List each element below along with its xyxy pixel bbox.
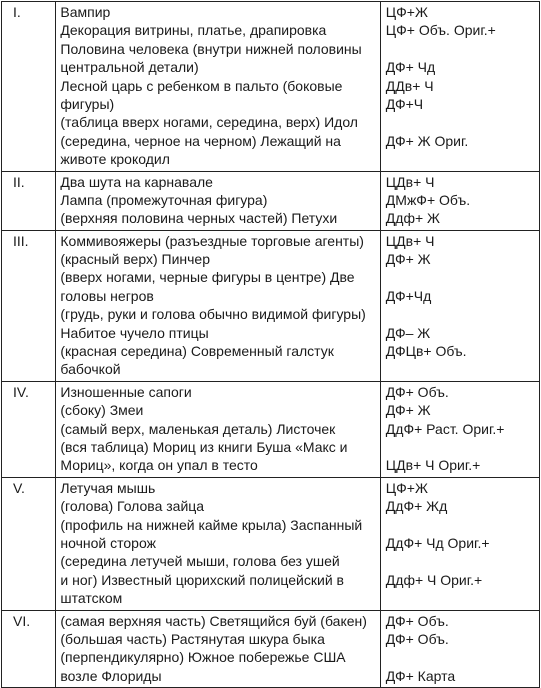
response-line: (большая часть) Растянутая шкура быка [60, 630, 325, 647]
response-line: Половина человека (внутри нижней половины [60, 40, 362, 57]
scoring-code [386, 268, 535, 286]
response-description-cell [56, 171, 380, 230]
response-line: (вверх ногами, черные фигуры в центре) Две [60, 269, 355, 286]
scoring-code: ЦФ+Ж [385, 4, 428, 20]
scoring-code: ДФЦв+ Объ. [385, 343, 467, 360]
response-line: Коммивояжеры (разъездные торговые агенты) [60, 232, 364, 249]
table-row [2, 381, 540, 477]
response-line: (самый верх, маленькая деталь) Листочек [60, 420, 336, 437]
scoring-code: ДдФ+ Раст. Ориг.+ [385, 420, 505, 437]
response-line: (верхняя половина черных частей) Петухи [60, 210, 338, 227]
table-number-cell: IV. [2, 381, 56, 477]
response-line: (красный верх) Пинчер [60, 251, 210, 268]
response-line: и ног) Известный цюрихский полицейский в [60, 571, 344, 588]
scoring-code: ДМжФ+ Объ. [385, 191, 471, 208]
response-line: (грудь, руки и голова обычно видимой фигуры) [60, 306, 366, 323]
scoring-code: ДФ+Ч [385, 95, 424, 112]
scoring-code [386, 150, 535, 168]
scoring-code: ЦФ+ Объ. Ориг.+ [385, 22, 496, 39]
scoring-code: ДФ+ Ж [385, 251, 431, 268]
response-line: бабочкой [60, 361, 121, 378]
scoring-code: ДФ+ Ж [385, 402, 431, 419]
response-line: Лесной царь с ребенком в пальто (боковые [60, 77, 343, 94]
scoring-code: ДФ– Ж [385, 324, 431, 341]
table-number-cell: I. [2, 2, 56, 172]
table-body [2, 2, 540, 688]
response-description-cell [56, 610, 380, 688]
scoring-code: ЦДв+ Ч [385, 173, 435, 190]
scoring-code: ЦДв+ Ч [385, 232, 435, 249]
scoring-code-cell [380, 2, 539, 172]
response-line: Набитое чучело птицы [60, 324, 209, 341]
scoring-code-cell [380, 610, 539, 688]
response-line: (середина летучей мыши, голова без ушей [60, 553, 340, 570]
scoring-code-cell [380, 230, 539, 381]
rorschach-responses-table [1, 1, 540, 688]
response-line: Мориц», когда он упал в тесто [60, 457, 258, 474]
response-line: животе крокодил [60, 151, 170, 168]
table-number-cell: III. [2, 230, 56, 381]
scoring-code: ДФ+ Чд [385, 59, 436, 76]
table-number-cell: V. [2, 477, 56, 610]
table-number-cell: VI. [2, 610, 56, 688]
response-line: (самая верхняя часть) Светящийся буй (бакен) [60, 612, 367, 629]
scoring-code: ДФ+ Карта [385, 667, 456, 684]
scoring-code [386, 40, 535, 58]
response-line: Летучая мышь [60, 479, 156, 496]
response-line: штатском [60, 590, 123, 607]
response-line: Декорация витрины, платье, драпировка [60, 22, 327, 39]
scoring-code: ДФ+Чд [385, 287, 432, 304]
scoring-code-cell [380, 171, 539, 230]
table-row [2, 230, 540, 381]
response-line: (красная середина) Современный галстук [60, 343, 334, 360]
response-line: (середина, черное на черном) Лежащий на [60, 132, 341, 149]
scoring-code: ДФ+ Ж Ориг. [385, 132, 469, 149]
response-line: (вся таблица) Мориц из книги Буша «Макс и [60, 438, 348, 455]
response-line: головы негров [60, 287, 154, 304]
response-description-cell [56, 381, 380, 477]
scoring-code [386, 516, 535, 534]
scoring-code: ДФ+ Объ. [385, 383, 449, 400]
response-line: Два шута на карнавале [60, 173, 213, 190]
scoring-code [386, 438, 535, 456]
response-line: (профиль на нижней кайме крыла) Заспанный [60, 516, 363, 533]
scoring-code-cell [380, 381, 539, 477]
table-number-cell: II. [2, 171, 56, 230]
response-line: (таблица вверх ногами, середина, верх) Идол [60, 114, 358, 131]
scoring-code: ЦФ+Ж [385, 479, 428, 496]
response-line: (сбоку) Змеи [60, 402, 144, 419]
table-row [2, 2, 540, 172]
response-line: Лампа (промежуточная фигура) [60, 191, 268, 208]
response-description-cell [56, 477, 380, 610]
scoring-code [386, 648, 535, 666]
scoring-code: ДФ+ Объ. [385, 612, 449, 629]
table-row [2, 477, 540, 610]
response-description-cell [56, 2, 380, 172]
response-line: фигуры) [60, 95, 115, 112]
scoring-code [386, 589, 535, 607]
scoring-code [386, 113, 535, 131]
scoring-code: Ддф+ Ч Ориг.+ [385, 571, 483, 588]
response-line: центральной детали) [60, 59, 199, 76]
scoring-code: ДдФ+ Жд [385, 498, 448, 515]
scoring-code [386, 552, 535, 570]
table-row [2, 610, 540, 688]
scoring-code: ДДв+ Ч [385, 77, 434, 94]
response-line: ночной сторож [60, 534, 156, 551]
scoring-code [386, 305, 535, 323]
response-line: (голова) Голова зайца [60, 498, 205, 515]
response-line: Изношенные сапоги [60, 383, 192, 400]
scoring-code: ЦДв+ Ч Ориг.+ [385, 457, 481, 474]
scoring-code: Ддф+ Ж [385, 210, 440, 227]
response-line: возле Флориды [60, 667, 162, 684]
scoring-code: ДдФ+ Чд Ориг.+ [385, 534, 490, 551]
scoring-code-cell [380, 477, 539, 610]
scoring-code [386, 360, 535, 378]
response-description-cell [56, 230, 380, 381]
response-line: (перпендикулярно) Южное побережье США [60, 649, 346, 666]
response-line: Вампир [60, 4, 111, 20]
scoring-code: ДФ+ Объ. [385, 630, 449, 647]
table-row [2, 171, 540, 230]
